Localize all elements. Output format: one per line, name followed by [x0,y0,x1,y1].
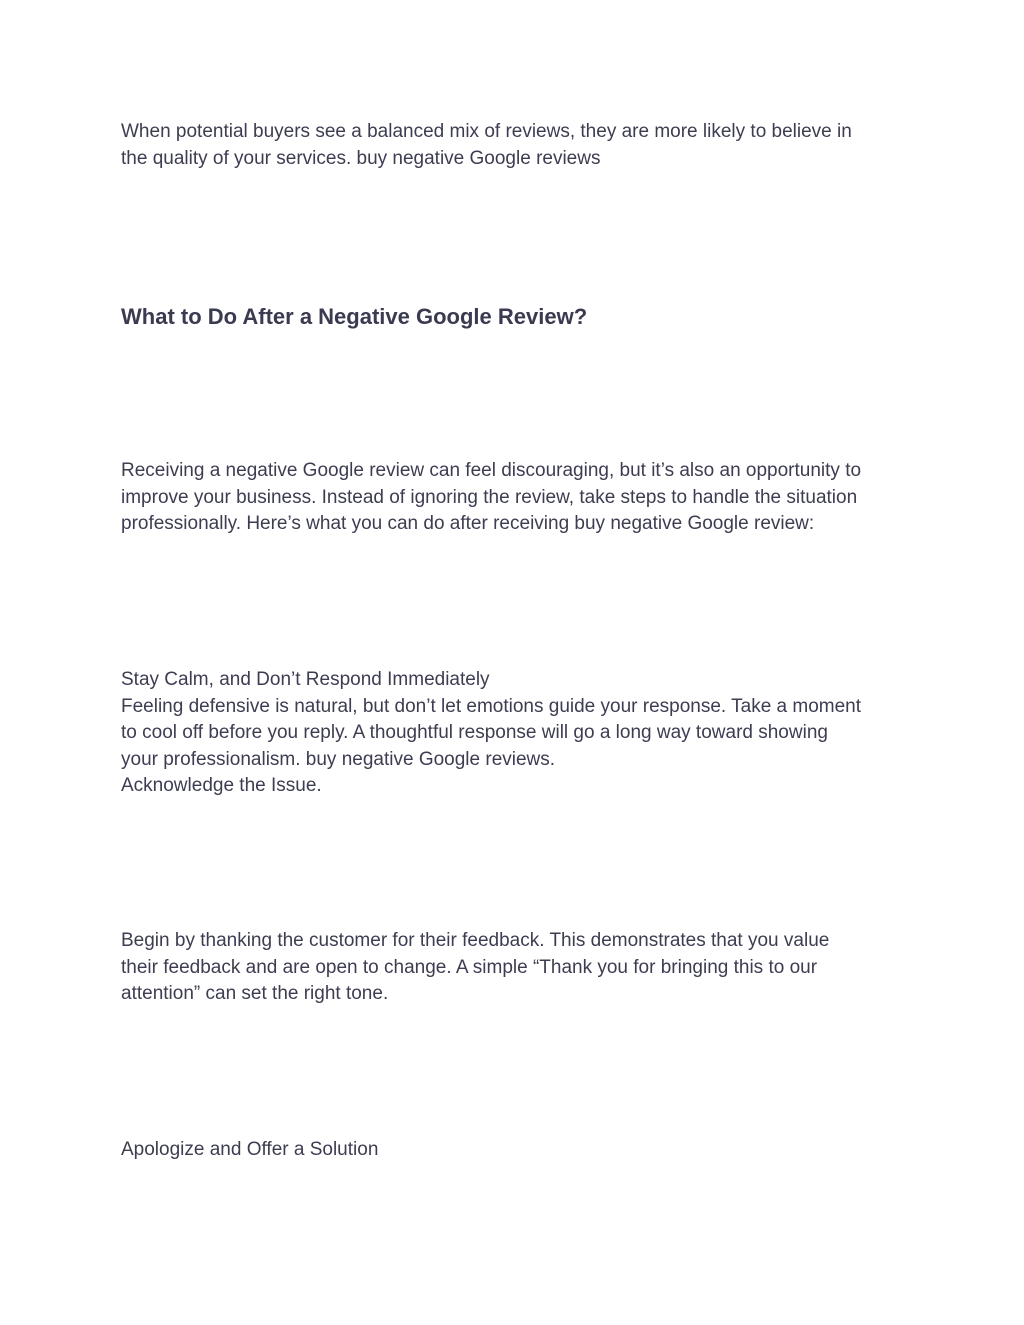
receiving-line-2: improve your business. Instead of ignoring the review, take steps to handle the situation [121,486,858,508]
thanking-line-1: Begin by thanking the customer for their feedback. This demonstrates that you value [121,930,830,951]
section-heading: What to Do After a Negative Google Review? [121,304,588,329]
stay-calm-line-2: to cool off before you reply. A thoughtful response will go a long way toward showing [121,722,828,743]
acknowledge-title: Acknowledge the Issue. [121,775,322,796]
thanking-line-3: attention” can set the right tone. [121,983,389,1004]
receiving-line-1: Receiving a negative Google review can feel discouraging, but it’s also an opportunity to [121,460,862,481]
thanking-line-2: their feedback and are open to change. A simple “Thank you for bringing this to our [121,956,818,978]
stay-calm-section [121,667,921,800]
stay-calm-line-1: Feeling defensive is natural, but don’t let emotions guide your response. Take a moment [121,695,862,717]
apologize-title: Apologize and Offer a Solution [121,1139,379,1160]
receiving-paragraph [121,458,921,538]
intro-paragraph [121,119,921,172]
intro-line-1: When potential buyers see a balanced mix of reviews, they are more likely to believe in [121,121,852,142]
intro-line-2: the quality of your services. buy negative Google reviews [121,147,601,169]
stay-calm-title: Stay Calm, and Don’t Respond Immediately [121,669,490,690]
stay-calm-line-3: your professionalism. buy negative Google reviews. [121,748,556,770]
thanking-paragraph [121,928,921,1008]
receiving-line-3: professionally. Here’s what you can do after receiving buy negative Google review: [121,513,815,534]
